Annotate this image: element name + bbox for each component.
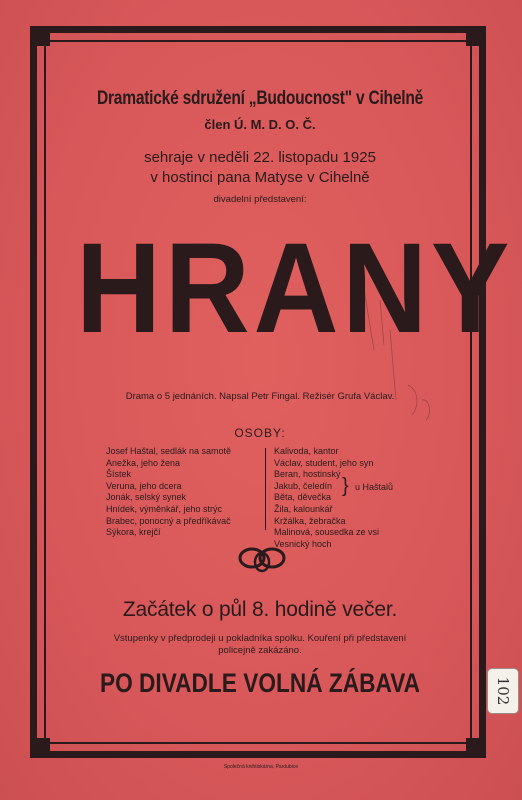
cast-item: Brabec, ponocný a předříkávač xyxy=(106,515,231,526)
cast-item: Vesnický hoch xyxy=(274,538,332,549)
membership-line: člen Ú. M. D. O. Č. xyxy=(204,117,316,132)
cast-item: Anežka, jeho žena xyxy=(106,457,181,468)
after-show-dance: PO DIVADLE VOLNÁ ZÁBAVA xyxy=(99,668,421,698)
venue-line: v hostinci pana Matyse v Cihelně xyxy=(150,169,370,186)
cast-item: Beran, hostinský xyxy=(274,469,341,480)
corner-ornament xyxy=(30,738,50,758)
cast-list-left xyxy=(106,446,261,539)
cast-item: Malinová, sousedka ze vsi xyxy=(274,527,380,538)
cast-list-right xyxy=(274,446,444,550)
cast-item: Jakub, čeledín xyxy=(274,480,333,491)
cast-item: Hnídek, výměnkář, jeho strýc xyxy=(106,503,223,514)
start-time: Začátek o půl 8. hodině večer. xyxy=(122,598,398,621)
play-title: HRANY xyxy=(76,217,514,360)
ornament-icon xyxy=(238,542,286,574)
performance-label: divadelní představení: xyxy=(213,194,307,205)
cast-item: Sýkora, krejčí xyxy=(106,527,161,538)
corner-ornament xyxy=(466,26,486,46)
cast-divider xyxy=(265,448,266,530)
cast-item: Kržálka, žebračka xyxy=(274,515,346,526)
printer-credit: Společná knihtiskárna, Pardubice xyxy=(223,764,299,770)
cast-item: Jonák, selský synek xyxy=(106,492,187,503)
cast-item: Václav, student, jeho syn xyxy=(274,457,374,468)
cast-brace-label: u Haštalů xyxy=(355,482,394,492)
smoking-note: policejně zakázáno. xyxy=(218,645,302,656)
play-subtitle: Drama o 5 jednáních. Napsal Petr Fingal. Režisér Grufa Václav. xyxy=(125,391,395,402)
cast-brace: } xyxy=(342,475,349,497)
archive-stamp xyxy=(487,668,519,714)
cast-item: Šístek xyxy=(106,469,132,480)
cast-item: Josef Haštal, sedlák na samotě xyxy=(106,446,232,456)
archive-stamp-number: 102 xyxy=(494,676,512,706)
cast-item: Kalivoda, kantor xyxy=(274,446,339,456)
cast-item: Veruna, jeho dcera xyxy=(106,480,182,491)
corner-ornament xyxy=(466,738,486,758)
cast-item: Běta, děvečka xyxy=(274,492,332,503)
cast-item: Žila, kalounkář xyxy=(274,503,333,514)
corner-ornament xyxy=(30,26,50,46)
cast-heading: OSOBY: xyxy=(234,426,286,440)
pencil-marks xyxy=(360,290,440,430)
date-line: sehraje v neděli 22. listopadu 1925 xyxy=(144,149,376,166)
tickets-note: Vstupenky v předprodeji u pokladníka spolku. Kouření při představení xyxy=(113,633,407,644)
organization-name: Dramatické sdružení „Budoucnost" v Cihelně xyxy=(96,88,424,109)
